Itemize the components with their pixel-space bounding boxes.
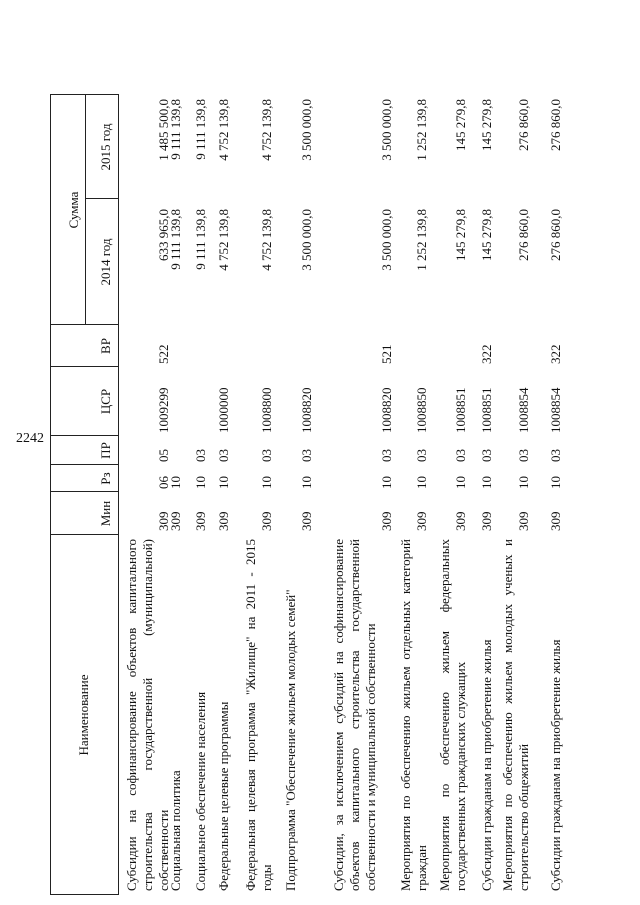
row-2014: 9 111 139,8	[193, 209, 208, 270]
row-rz: 06	[156, 476, 171, 489]
row-2015: 1 252 139,8	[414, 99, 429, 161]
row-csr: 1008854	[516, 387, 531, 433]
row-vr: 322	[479, 344, 494, 364]
row-min: 309	[193, 511, 208, 531]
row-2014: 276 860,0	[516, 209, 531, 261]
row-2014: 633 965,0	[156, 209, 171, 261]
row-pr: 03	[516, 449, 531, 462]
row-2015: 3 500 000,0	[299, 99, 314, 161]
row-2015: 276 860,0	[516, 99, 531, 151]
row-min: 309	[259, 511, 274, 531]
row-2015: 145 279,8	[479, 99, 494, 151]
row-min: 309	[548, 511, 563, 531]
row-rz: 10	[453, 476, 468, 489]
row-csr: 1008820	[379, 387, 394, 433]
header-pr: ПР	[98, 442, 113, 459]
row-2015: 145 279,8	[453, 99, 468, 151]
row-pr: 03	[216, 449, 231, 462]
row-rz: 10	[479, 476, 494, 489]
row-name: Федеральные целевые программы	[216, 701, 231, 891]
header-sum: Сумма	[66, 191, 81, 229]
row-pr: 05	[156, 449, 171, 462]
row-rz: 10	[168, 476, 183, 489]
row-2014: 145 279,8	[479, 209, 494, 261]
row-vr: 322	[548, 344, 563, 364]
row-csr: 1008850	[414, 387, 429, 433]
row-min: 309	[379, 511, 394, 531]
table-top-border	[50, 95, 51, 895]
row-2015: 276 860,0	[548, 99, 563, 151]
row-pr: 03	[299, 449, 314, 462]
header-rz: Рз	[98, 472, 113, 485]
row-2015: 4 752 139,8	[259, 99, 274, 161]
row-vr: 522	[156, 344, 171, 364]
row-name: Мероприятия по обеспечению жильем молодых ученых и строительство общежитий	[500, 539, 531, 891]
row-pr: 03	[414, 449, 429, 462]
row-rz: 10	[299, 476, 314, 489]
row-2014: 145 279,8	[453, 209, 468, 261]
row-pr: 03	[259, 449, 274, 462]
row-name: Социальное обеспечение населения	[193, 691, 208, 891]
row-pr: 03	[193, 449, 208, 462]
row-2014: 3 500 000,0	[299, 209, 314, 271]
row-2015: 9 111 139,8	[193, 99, 208, 160]
row-min: 309	[168, 511, 183, 531]
row-name: Федеральная целевая программа "Жилище" на 2011 - 2015 годы	[243, 539, 274, 891]
row-pr: 03	[379, 449, 394, 462]
header-csr: ЦСР	[98, 388, 113, 415]
row-csr: 1008854	[548, 387, 563, 433]
row-2015: 9 111 139,8	[168, 99, 183, 160]
header-min: Мин	[98, 500, 113, 527]
header-vr: ВР	[98, 338, 113, 354]
row-csr: 1008851	[479, 387, 494, 433]
row-2015: 3 500 000,0	[379, 99, 394, 161]
row-rz: 10	[414, 476, 429, 489]
row-min: 309	[453, 511, 468, 531]
row-2014: 276 860,0	[548, 209, 563, 261]
row-vr: 521	[379, 344, 394, 364]
row-min: 309	[216, 511, 231, 531]
row-2014: 1 252 139,8	[414, 209, 429, 271]
row-name: Субсидии гражданам на приобретение жилья	[548, 639, 563, 891]
row-2015: 4 752 139,8	[216, 99, 231, 161]
row-name: Субсидии, за исключением субсидий на софинансирование объектов капитального строительства государственной собственности и муниципальной собственности	[331, 539, 378, 891]
row-rz: 10	[193, 476, 208, 489]
row-csr: 1000000	[216, 387, 231, 433]
page-number: 2242	[16, 431, 44, 446]
header-name: Наименование	[76, 674, 91, 756]
row-csr: 1008851	[453, 387, 468, 433]
row-name: Подпрограмма "Обеспечение жильем молодых семей"	[283, 589, 298, 891]
row-min: 309	[156, 511, 171, 531]
row-2014: 9 111 139,8	[168, 209, 183, 270]
row-name: Социальная политика	[168, 770, 183, 891]
row-2015: 1 485 500,0	[156, 99, 171, 161]
row-min: 309	[516, 511, 531, 531]
row-rz: 10	[548, 476, 563, 489]
row-pr: 03	[548, 449, 563, 462]
row-name: Мероприятия по обеспечению жильем отдельных категорий граждан	[398, 539, 429, 891]
row-min: 309	[479, 511, 494, 531]
row-rz: 10	[379, 476, 394, 489]
row-rz: 10	[216, 476, 231, 489]
row-csr: 1009299	[156, 387, 171, 433]
row-min: 309	[414, 511, 429, 531]
row-2014: 4 752 139,8	[216, 209, 231, 271]
row-csr: 1008820	[299, 387, 314, 433]
row-name: Субсидии гражданам на приобретение жилья	[479, 639, 494, 891]
row-csr: 1008800	[259, 387, 274, 433]
row-pr: 03	[453, 449, 468, 462]
sum-divider	[85, 95, 86, 325]
header-bottom-border	[118, 95, 119, 895]
row-2014: 4 752 139,8	[259, 209, 274, 271]
row-2014: 3 500 000,0	[379, 209, 394, 271]
header-2014: 2014 год	[98, 238, 113, 286]
row-name: Мероприятия по обеспечению жильем федеральных государственных гражданских служащих	[437, 539, 468, 891]
row-pr: 03	[479, 449, 494, 462]
row-rz: 10	[516, 476, 531, 489]
row-rz: 10	[259, 476, 274, 489]
row-name: Субсидии на софинансирование объектов капитального строительства государственной (муниципальной) собственности	[124, 539, 171, 891]
header-2015: 2015 год	[98, 123, 113, 171]
row-min: 309	[299, 511, 314, 531]
